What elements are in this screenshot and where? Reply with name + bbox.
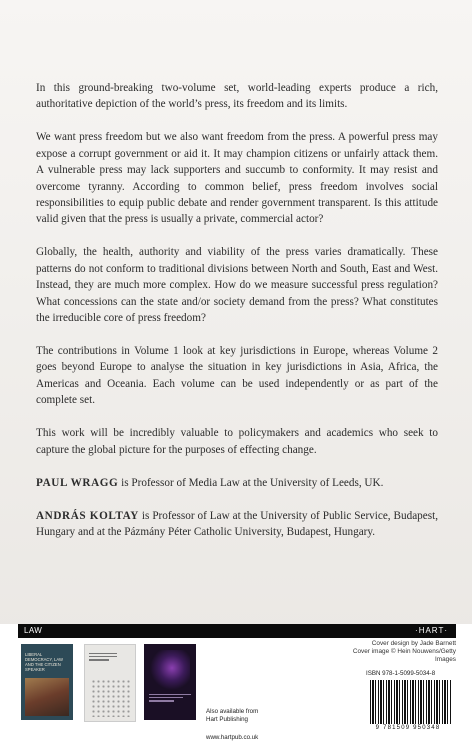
isbn-label: ISBN 978-1-5099-5034-8 bbox=[366, 670, 436, 677]
thumbnail-artwork bbox=[25, 678, 69, 716]
cover-footer bbox=[0, 624, 472, 750]
related-book-thumbnail-3 bbox=[144, 644, 196, 720]
category-band bbox=[18, 624, 456, 638]
author-bio-koltay bbox=[36, 508, 438, 541]
category-label: LAW bbox=[24, 626, 43, 635]
thumbnail-title-lines bbox=[149, 694, 191, 704]
barcode-bars bbox=[370, 680, 452, 724]
barcode bbox=[362, 680, 454, 734]
author-bio-wragg bbox=[36, 475, 438, 491]
blurb-paragraph-audience: This work will be incredibly valuable to policymakers and academics who seek to capture the global picture for the purposes of effecting change. bbox=[36, 427, 438, 456]
thumbnail-title-lines bbox=[89, 653, 117, 663]
author-name-koltay: ANDRÁS KOLTAY bbox=[36, 509, 139, 522]
publisher-logo: ·HART· bbox=[415, 626, 448, 635]
publisher-url: www.hartpub.co.uk bbox=[206, 734, 259, 741]
cover-credits bbox=[340, 640, 456, 664]
blurb-paragraph-press-freedom: We want press freedom but we also want freedom from the press. A powerful press may expose a corrupt government or aid it. It may champion citizens or unfairly attack them. A vulnerable press may lack supporters and succumb to conformity. It may resist and overcome tyranny. According to common belief, press freedom involves social responsibilities to equip public debate and render government transparent. Is this attitude valid given that the press is usually a private, commercial actor? bbox=[36, 131, 438, 226]
also-line-1: Also available from bbox=[206, 708, 259, 715]
author-name-wragg: PAUL WRAGG bbox=[36, 476, 119, 489]
blurb-paragraph-global: Globally, the health, authority and viability of the press varies dramatically. These patterns do not conform to traditional divisions between North and South, East and West. Instead, they are much more complex. How do we measure successful press regulation? What concessions can the state and/or society demand from the press? What constitutes the irreducible core of press freedom? bbox=[36, 246, 438, 325]
blurb-paragraph-intro: In this ground-breaking two-volume set, world-leading experts produce a rich, authoritative depiction of the world’s press, its freedom and its limits. bbox=[36, 82, 438, 111]
author-bio-text-koltay: is Professor of Law at the University of Public Service, Budapest, Hungary and at the Pázmány Péter Catholic University, Budapest, Hungary. bbox=[36, 509, 438, 539]
barcode-number: 9 781509 950348 bbox=[375, 725, 441, 731]
credit-design: Cover design by Jade Barnett bbox=[371, 640, 456, 647]
thumbnail-title: LIBERAL DEMOCRACY, LAW AND THE CITIZEN SPEAKER bbox=[25, 652, 63, 672]
related-book-thumbnail-1 bbox=[21, 644, 73, 720]
thumbnail-crowd-artwork bbox=[91, 679, 131, 717]
credit-image: Cover image © Hein Nouwens/Getty Images bbox=[352, 648, 456, 663]
blurb-paragraph-volumes: The contributions in Volume 1 look at key jurisdictions in Europe, whereas Volume 2 goes beyond Europe to analyse the situation in key jurisdictions in Asia, Africa, the Americas and Oceania. Each volume can be used independently or as part of the complete set. bbox=[36, 345, 438, 407]
thumbnail-artwork bbox=[150, 650, 190, 690]
author-bio-text-wragg: is Professor of Media Law at the University of Leeds, UK. bbox=[118, 476, 384, 489]
also-available-note bbox=[206, 708, 286, 724]
also-line-2: Hart Publishing bbox=[206, 716, 248, 723]
related-book-thumbnail-2 bbox=[84, 644, 136, 722]
blurb-text bbox=[36, 80, 438, 557]
